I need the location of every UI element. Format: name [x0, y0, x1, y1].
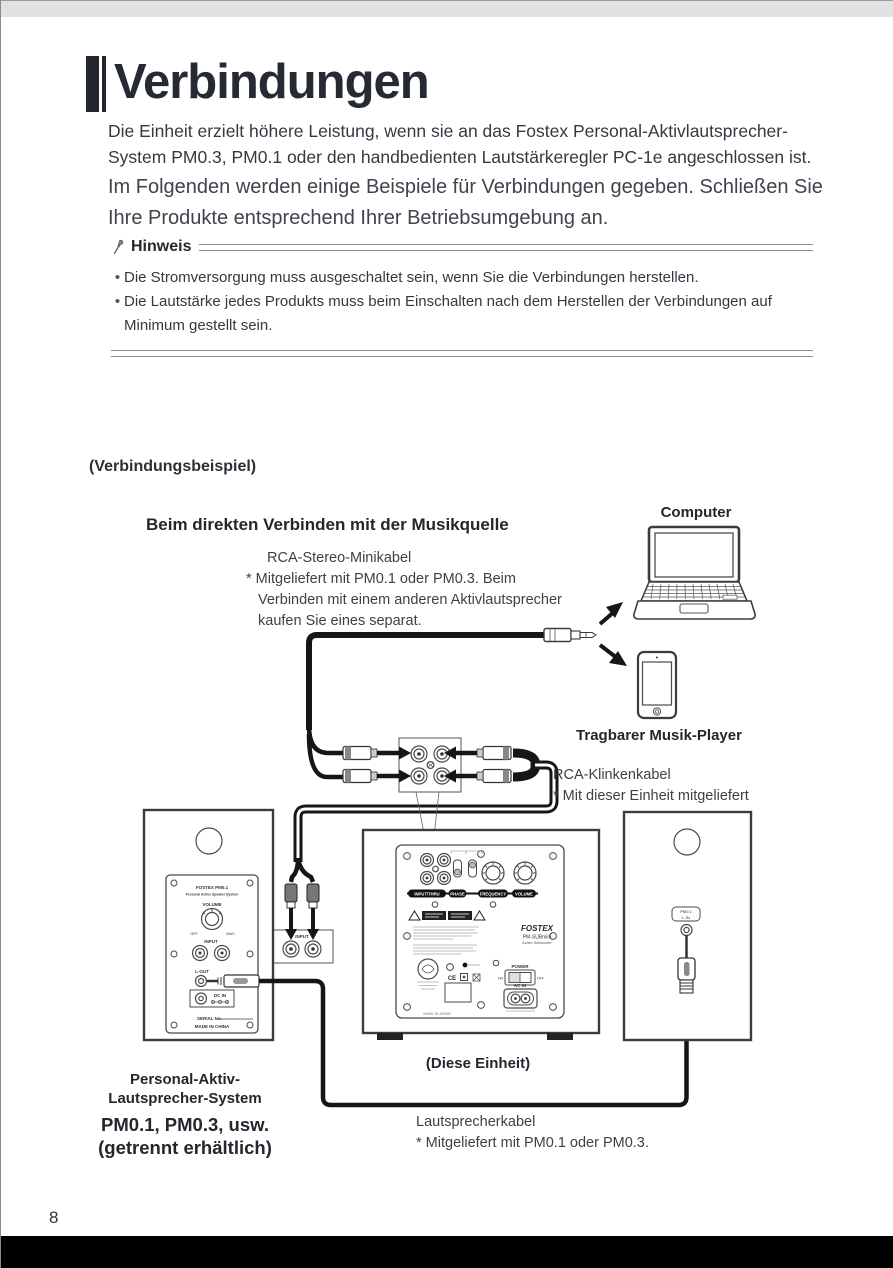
- intro-p2-line2: Ihre Produkte entsprechend Ihrer Betriebsumgebung an.: [108, 207, 609, 229]
- unit-serial-box: [445, 983, 471, 1002]
- left-speaker-brand: FOSTEX PM0.1: [195, 885, 229, 890]
- mini-cable-annotation: [246, 550, 562, 629]
- example-heading: (Verbindungsbeispiel): [89, 458, 257, 475]
- mini-plug-icon: [544, 629, 596, 642]
- left-speaker-dcin-label: DC IN: [213, 993, 227, 998]
- unit-label-volume: VOLUME: [515, 891, 533, 897]
- unit-brand: FOSTEX: [520, 924, 554, 933]
- mini-cable-line3: Verbinden mit einem anderen Aktivlautsprecher: [258, 592, 562, 608]
- left-speaker: [144, 810, 273, 1040]
- unit-off-label: OFF: [537, 976, 544, 981]
- unit-acin-label: AC IN: [513, 983, 527, 988]
- computer-label: Computer: [660, 504, 732, 521]
- note-bullet-1: [111, 266, 813, 290]
- right-speaker-label-model: PM0.1: [680, 909, 692, 914]
- rca-plug-left-top: [343, 747, 411, 760]
- unit-model: PM-SUBmini: [522, 934, 552, 941]
- rca-plug-down-right: [307, 884, 319, 940]
- unit-madein-label: MADE IN JAPAN: [423, 1012, 451, 1016]
- mini-cable-line2: * Mitgeliefert mit PM0.1 oder PM0.3. Beim: [246, 571, 516, 587]
- input-detail-box: [271, 930, 333, 963]
- unit-power-label: POWER: [511, 964, 529, 969]
- intro-paragraph-1: [108, 118, 828, 170]
- left-speaker-input-label: INPUT: [204, 939, 218, 944]
- note-title: Hinweis: [131, 238, 192, 255]
- unit-label-input-thru: INPUT/THRU: [414, 891, 440, 897]
- intro-p1-line2: System PM0.3, PM0.1 oder den handbedienten Lautstärkeregler PC-1e angeschlossen ist.: [108, 147, 812, 167]
- left-caption-line1: Personal-Aktiv-: [129, 1071, 241, 1088]
- rca-plug-left-bottom: [343, 770, 411, 783]
- mini-cable-line1: RCA-Stereo-Minikabel: [267, 550, 412, 566]
- page-title: Verbindungen: [114, 55, 429, 109]
- speaker-cable-annotation: [416, 1114, 649, 1151]
- intro-p2-line1: Im Folgenden werden einige Beispiele für Verbindungen gegeben. Schließen Sie: [108, 176, 823, 198]
- left-speaker-caption: [98, 1071, 272, 1158]
- unit-foot-left: [377, 1033, 403, 1040]
- unit-label-frequency: FREQUENCY: [479, 891, 507, 897]
- rca-plug-right-top: [444, 747, 511, 760]
- rca-plug-down-left: [285, 884, 297, 940]
- rca-cable-merge: [513, 753, 535, 777]
- title-bar-thin: [102, 56, 106, 112]
- left-speaker-madein-label: MADE IN CHINA: [194, 1024, 230, 1029]
- speaker-cable-line2: * Mitgeliefert mit PM0.1 oder PM0.3.: [416, 1135, 649, 1151]
- note-bullet-2-text: Die Lautstärke jedes Produkts muss beim Einschalten nach dem Herstellen der Verbindungen auf Minimum gestellt sein.: [124, 293, 772, 334]
- connection-diagram: [1, 490, 893, 1180]
- laptop-icon: [634, 527, 755, 619]
- speaker-cable-line1: Lautsprecherkabel: [416, 1114, 536, 1130]
- intro-paragraph-2: [108, 172, 848, 234]
- note-bullet-2: [111, 290, 813, 338]
- mini-cable-lead-top: [309, 726, 347, 753]
- page-number: 8: [49, 1208, 59, 1227]
- title-bar-thick: [86, 56, 99, 112]
- left-speaker-subtitle: Personal Active Speaker System: [185, 892, 239, 897]
- note-header-rule: [199, 244, 813, 251]
- rca-jack-panel-detail: [399, 738, 461, 792]
- note-header: [111, 238, 813, 256]
- arrow-to-computer: [600, 602, 623, 624]
- viewer-top-strip: [1, 0, 893, 17]
- pushpin-icon: [111, 239, 125, 255]
- bullet-dot: •: [114, 269, 121, 286]
- arrow-to-player: [600, 645, 627, 666]
- player-label: Tragbarer Musik-Player: [576, 727, 742, 744]
- diagram-subheading: Beim direkten Verbinden mit der Musikquelle: [146, 515, 509, 534]
- intro-p1-line1: Die Einheit erzielt höhere Leistung, wenn sie an das Fostex Personal-Aktivlautsprecher-: [108, 121, 788, 141]
- left-caption-line4: (getrennt erhältlich): [98, 1137, 272, 1158]
- mini-cable-line4: kaufen Sie eines separat.: [258, 613, 422, 629]
- left-speaker-serial-label: SERIAL No.: [197, 1016, 222, 1021]
- unit-ce-mark: CE: [447, 976, 457, 982]
- mini-cable-lead-bottom: [309, 734, 347, 777]
- unit-on-label: ON: [497, 976, 503, 981]
- unit-type: Active Subwoofer: [522, 941, 552, 945]
- mini-cable: [309, 635, 546, 730]
- input-detail-label: INPUT: [295, 934, 309, 939]
- unit-indicator-dot: [463, 963, 468, 968]
- unit-label-phase: PHASE: [450, 891, 465, 897]
- note-body: [111, 266, 813, 338]
- viewer-bottom-bar: [1, 1236, 893, 1268]
- right-speaker: [624, 812, 751, 1040]
- rca-down-lead-right: [298, 858, 313, 882]
- unit-caption: (Diese Einheit): [425, 1055, 531, 1072]
- note-bullet-1-text: Die Stromversorgung muss ausgeschaltet sein, wenn Sie die Verbindungen herstellen.: [124, 269, 699, 286]
- rca-cable-line1: RCA-Klinkenkabel: [553, 767, 671, 783]
- right-speaker-label-lin: L-IN: [682, 915, 690, 920]
- left-speaker-lout-label: L-OUT: [195, 969, 209, 974]
- title-block: [86, 56, 429, 112]
- note-box: [111, 238, 813, 357]
- left-caption-line3: PM0.1, PM0.3, usw.: [101, 1114, 269, 1135]
- rca-plug-right-bottom: [444, 770, 511, 783]
- bullet-dot: •: [114, 293, 121, 310]
- main-unit: [363, 830, 599, 1040]
- left-speaker-max-label: MAX.: [226, 932, 236, 936]
- music-player-icon: [638, 652, 676, 718]
- left-speaker-volume-label: VOLUME: [202, 902, 222, 907]
- rca-cable-line2: * Mit dieser Einheit mitgeliefert: [553, 788, 749, 804]
- left-speaker-off-label: OFF: [190, 932, 198, 936]
- unit-foot-right: [547, 1033, 573, 1040]
- note-bottom-rule: [111, 350, 813, 357]
- left-caption-line2: Lautsprecher-System: [108, 1090, 262, 1107]
